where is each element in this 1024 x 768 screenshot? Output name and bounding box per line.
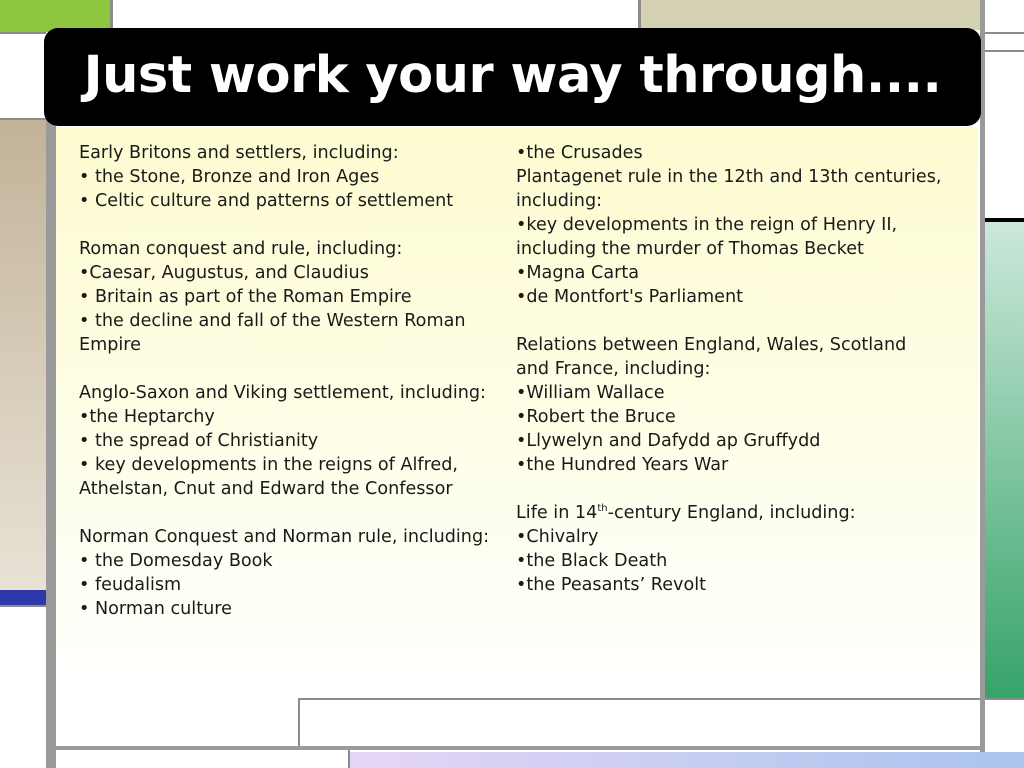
text-line: •the Heptarchy (79, 407, 215, 427)
bottom-gradient-strip (350, 752, 1024, 768)
left-column (79, 141, 489, 621)
text-line: Plantagenet rule in the 12th and 13th centuries, (516, 167, 942, 187)
text-line: • key developments in the reigns of Alfred, (79, 455, 459, 475)
blue-strip (0, 590, 46, 605)
text-line: •de Montfort's Parliament (516, 287, 744, 307)
text-line: • the Domesday Book (79, 551, 273, 571)
text-line: Empire (79, 335, 141, 355)
text-line: • the spread of Christianity (79, 431, 319, 451)
text-line: •the Hundred Years War (516, 455, 729, 475)
teal-block (985, 222, 1024, 698)
blank-line (79, 501, 489, 525)
grid-line (985, 32, 1024, 34)
text-line: •Caesar, Augustus, and Claudius (79, 263, 369, 283)
blank-line (79, 213, 489, 237)
grid-line (0, 605, 46, 607)
text-line: •William Wallace (516, 383, 665, 403)
text-line: including: (516, 191, 603, 211)
grid-line (0, 118, 46, 120)
text-line: •Robert the Bruce (516, 407, 676, 427)
text-line: • Britain as part of the Roman Empire (79, 287, 412, 307)
text-line: including the murder of Thomas Becket (516, 239, 864, 259)
life-heading-sup: th (597, 503, 608, 515)
text-line: Anglo-Saxon and Viking settlement, including: (79, 383, 486, 403)
text-line: Relations between England, Wales, Scotland (516, 335, 907, 355)
blank-line (516, 309, 942, 333)
grid-line (298, 698, 980, 700)
olive-block (641, 0, 980, 30)
tan-block (0, 120, 46, 590)
text-line: Norman Conquest and Norman rule, including: (79, 527, 490, 547)
grid-line (985, 50, 1024, 52)
life-heading (516, 501, 942, 525)
text-line: •the Crusades (516, 143, 643, 163)
grid-line (0, 32, 46, 34)
blank-line (516, 477, 942, 501)
text-line: and France, including: (516, 359, 711, 379)
text-line: Early Britons and settlers, including: (79, 143, 399, 163)
text-line: • feudalism (79, 575, 182, 595)
text-line: •Chivalry (516, 527, 599, 547)
slide-title: Just work your way through.... (83, 45, 942, 105)
life-heading-before: Life in 14 (516, 503, 598, 523)
right-column (516, 141, 942, 597)
text-line: • the decline and fall of the Western Roman (79, 311, 466, 331)
text-line: •key developments in the reign of Henry II, (516, 215, 898, 235)
grid-line (985, 218, 1024, 222)
life-heading-after: -century England, including: (607, 503, 856, 523)
text-line: •the Black Death (516, 551, 668, 571)
grid-line (46, 120, 56, 768)
grid-line (348, 750, 350, 768)
grid-line (110, 0, 113, 30)
text-line: • Celtic culture and patterns of settlement (79, 191, 454, 211)
title-bar (44, 28, 981, 126)
grid-line (56, 746, 980, 750)
text-line: •Llywelyn and Dafydd ap Gruffydd (516, 431, 821, 451)
blank-line (79, 357, 489, 381)
grid-line (638, 0, 641, 30)
text-line: • the Stone, Bronze and Iron Ages (79, 167, 380, 187)
text-line: •Magna Carta (516, 263, 640, 283)
text-line: • Norman culture (79, 599, 232, 619)
text-line: Roman conquest and rule, including: (79, 239, 403, 259)
grid-line (985, 698, 1024, 700)
text-line: •the Peasants’ Revolt (516, 575, 706, 595)
text-line: Athelstan, Cnut and Edward the Confessor (79, 479, 453, 499)
grid-line (298, 698, 300, 746)
